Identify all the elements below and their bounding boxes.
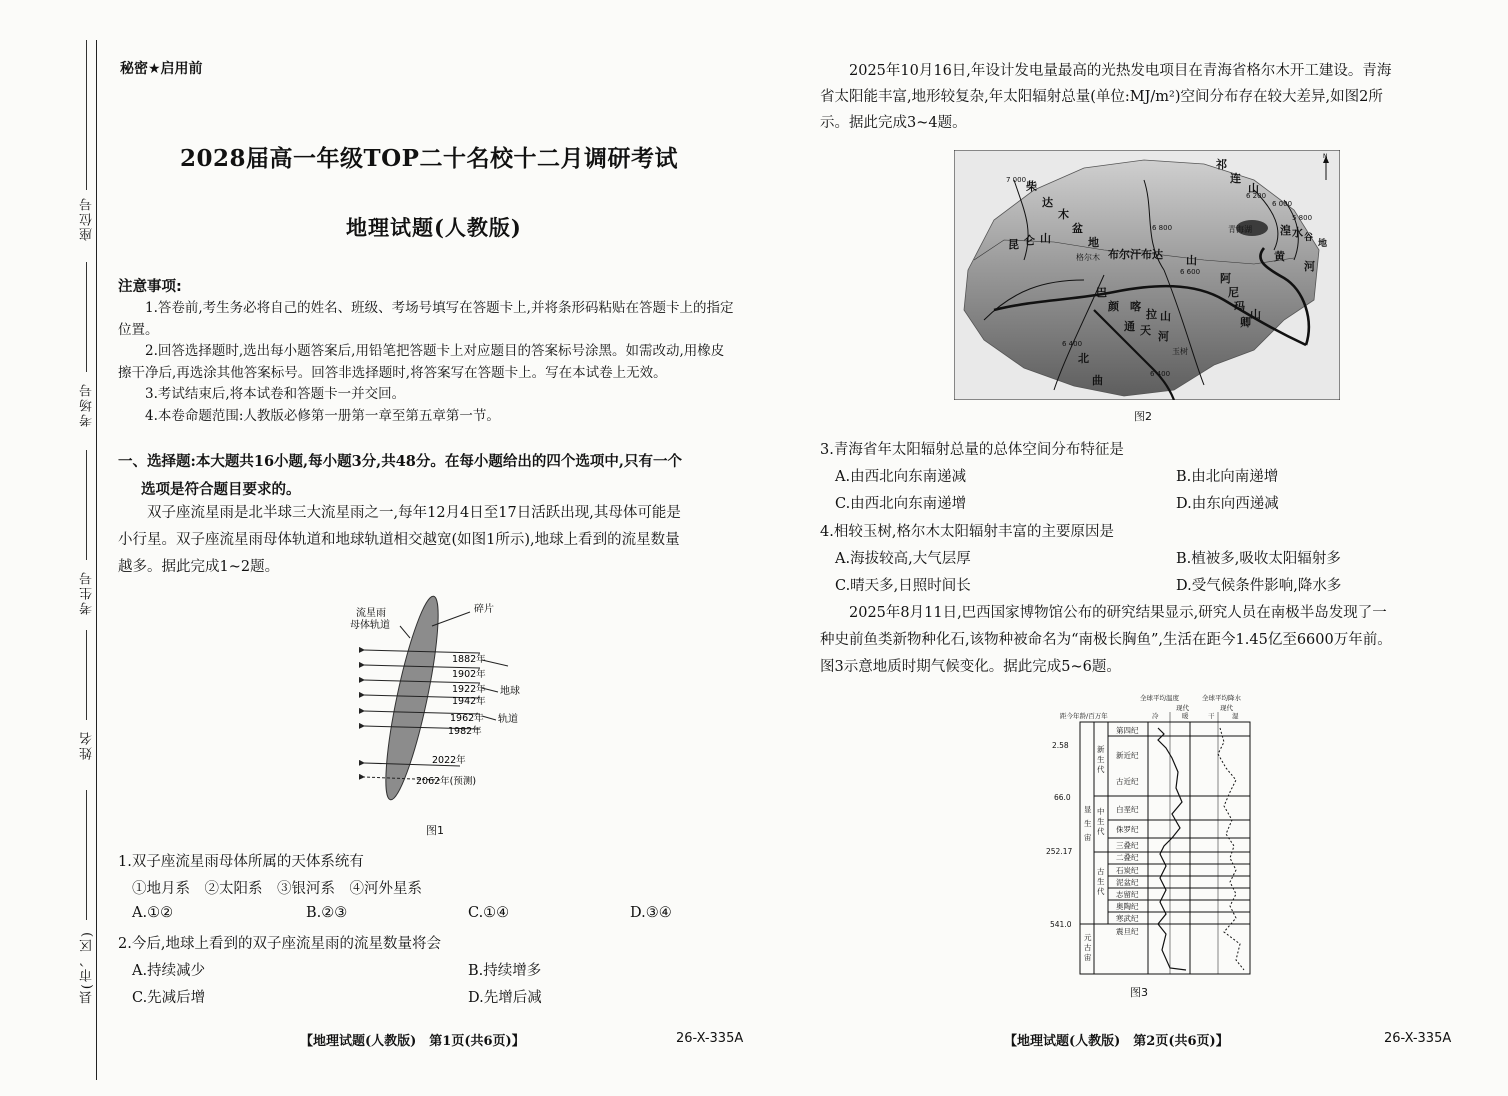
map-label-golmud: 格尔木 — [1076, 253, 1100, 262]
figure-1-meteor-orbit — [340, 588, 540, 828]
question-1-stem: 1.双子座流星雨母体所属的天体系统有 — [118, 854, 364, 870]
period-label: 白垩纪 — [1116, 805, 1139, 814]
seat-number-rule — [86, 40, 87, 190]
year-label: 1882年 — [452, 654, 486, 665]
map-label: 地 — [1088, 236, 1099, 249]
question-3-stem: 3.青海省年太阳辐射总量的总体空间分布特征是 — [820, 442, 1124, 458]
map-label: 黄 — [1274, 250, 1285, 263]
age-label: 2.58 — [1052, 741, 1069, 750]
orbit-label-1: 流星雨 — [356, 608, 386, 619]
eon-label: 显 — [1084, 805, 1092, 814]
q1-option-c[interactable]: C.①④ — [468, 905, 510, 921]
q4-option-d[interactable]: D.受气候条件影响,降水多 — [1176, 578, 1342, 594]
eon-label: 宙 — [1084, 833, 1092, 842]
period-label: 新近纪 — [1116, 751, 1139, 760]
map-label: 地 — [1318, 239, 1328, 249]
map-label: 天 — [1140, 324, 1151, 337]
isoline-label: 7 000 — [1006, 176, 1027, 184]
year-label: 1902年 — [452, 669, 486, 680]
passage-3: 2025年8月11日,巴西国家博物馆公布的研究结果显示,研究人员在南极半岛发现了一 种史前鱼类新物种化石,该物种被命名为“南极长胸鱼”,生活在距今1.45亿至6600万年前。 图3示意地质时期气候变化。据此完成5~6题。 — [820, 605, 1392, 675]
era-label: 中 — [1097, 807, 1105, 816]
section1-heading: 一、选择题:本大题共16小题,每小题3分,共48分。在每小题给出的四个选项中,只有一个 选项是符合题目要求的。 — [118, 453, 682, 498]
figure-2-qinghai-map — [954, 150, 1340, 400]
q2-option-c[interactable]: C.先减后增 — [132, 990, 206, 1006]
figure-1-caption: 图1 — [426, 824, 444, 837]
map-label: 水 — [1292, 226, 1303, 239]
isoline-label: 6 400 — [1062, 340, 1083, 348]
map-label: 阿 — [1220, 272, 1231, 285]
period-label: 第四纪 — [1116, 726, 1139, 735]
map-label: 连 — [1230, 172, 1241, 185]
era-label: 新 — [1097, 745, 1105, 754]
period-label: 三叠纪 — [1116, 841, 1139, 850]
isoline-label: 6 800 — [1152, 224, 1173, 232]
map-label-yushu: 玉树 — [1172, 347, 1188, 356]
name-label: 姓名 — [80, 730, 95, 760]
map-label: 昆 — [1008, 238, 1019, 251]
footer-right-code: 26-X-335A — [1384, 1031, 1452, 1046]
map-label: 盆 — [1072, 222, 1083, 235]
isoline-label: 6 000 — [1272, 200, 1293, 208]
eon-label: 生 — [1084, 819, 1092, 828]
year-label: 2022年 — [432, 755, 466, 766]
map-label: 山 — [1040, 232, 1051, 245]
modern-label-precip: 现代 — [1220, 704, 1233, 712]
map-label: 达 — [1042, 196, 1053, 209]
era-label: 代 — [1097, 887, 1105, 896]
question-1-choices: ①地月系 ②太阳系 ③银河系 ④河外星系 — [132, 881, 422, 897]
map-label: 山 — [1160, 310, 1171, 323]
county-label: 县(市、区) — [80, 930, 95, 1005]
era-label: 代 — [1097, 827, 1105, 836]
question-2-stem: 2.今后,地球上看到的双子座流星雨的流星数量将会 — [118, 936, 441, 952]
map-label: 柴 — [1026, 180, 1037, 193]
q3-option-a[interactable]: A.由西北向东南递减 — [835, 469, 967, 485]
earth-label-1: 地球 — [500, 686, 520, 697]
map-label: 颜 — [1108, 300, 1119, 313]
era-label: 代 — [1097, 765, 1105, 774]
map-label: 湟 — [1280, 224, 1291, 237]
temp-header: 全球平均温度 — [1140, 694, 1179, 702]
period-label: 奥陶纪 — [1116, 902, 1139, 911]
map-label: 尼 — [1228, 286, 1239, 299]
q3-option-d[interactable]: D.由东向西递减 — [1176, 496, 1279, 512]
dry-label: 干 — [1208, 712, 1215, 720]
eon-label: 宙 — [1084, 953, 1092, 962]
orbit-label-2: 母体轨道 — [350, 620, 390, 631]
debris-label: 碎片 — [474, 604, 494, 615]
exam-title: 2028届高一年级TOP二十名校十二月调研考试 — [180, 145, 678, 172]
isoline-label: 5 800 — [1292, 214, 1313, 222]
name-rule — [86, 630, 87, 720]
period-label: 泥盆纪 — [1116, 878, 1139, 887]
period-label: 石炭纪 — [1116, 866, 1139, 875]
map-label-qinghai-lake: 青海湖 — [1228, 225, 1252, 234]
map-label: 巴 — [1096, 286, 1107, 299]
isoline-label: 6 200 — [1246, 192, 1267, 200]
subject-title: 地理试题(人教版) — [346, 215, 522, 240]
era-label: 古 — [1097, 867, 1105, 876]
map-label: 祁 — [1216, 158, 1227, 171]
map-label: 山 — [1248, 182, 1259, 195]
q2-option-b[interactable]: B.持续增多 — [468, 963, 542, 979]
notice-heading: 注意事项: — [118, 279, 182, 295]
map-label: 仑 — [1024, 234, 1035, 247]
map-label: 喀 — [1130, 300, 1141, 313]
period-label: 侏罗纪 — [1116, 825, 1139, 834]
county-rule — [86, 790, 87, 920]
map-label: 卿 — [1240, 316, 1251, 329]
period-label: 震旦纪 — [1116, 927, 1139, 936]
map-label: 河 — [1158, 330, 1169, 343]
year-label: 1962年 — [450, 713, 484, 724]
period-label: 古近纪 — [1116, 777, 1139, 786]
map-label: 布尔汗布达 — [1108, 248, 1163, 261]
q3-option-b[interactable]: B.由北向南递增 — [1176, 469, 1279, 485]
footer-right-title: 【地理试题(人教版) 第2页(共6页)】 — [1004, 1034, 1229, 1049]
period-label: 志留纪 — [1116, 890, 1139, 899]
eon-label: 元 — [1084, 933, 1092, 942]
cold-label: 冷 — [1152, 712, 1159, 720]
eon-label: 古 — [1084, 943, 1092, 952]
q1-option-b[interactable]: B.②③ — [306, 905, 348, 921]
precip-header: 全球平均降水 — [1202, 694, 1241, 702]
q4-option-b[interactable]: B.植被多,吸收太阳辐射多 — [1176, 551, 1341, 567]
svg-text:N: N — [1323, 153, 1328, 160]
age-label: 66.0 — [1054, 793, 1071, 802]
map-label: 谷 — [1304, 233, 1314, 243]
year-label: 1942年 — [452, 696, 486, 707]
map-label: 木 — [1058, 208, 1069, 221]
q4-option-a[interactable]: A.海拔较高,大气层厚 — [835, 551, 971, 567]
map-label: 山 — [1186, 254, 1197, 267]
candidate-number-rule — [86, 450, 87, 560]
notice-item: 2.回答选择题时,选出每小题答案后,用铅笔把答题卡上对应题目的答案标号涂黑。如需改动,用橡皮 — [145, 343, 725, 359]
q2-option-a[interactable]: A.持续减少 — [132, 963, 206, 979]
exam-room-rule — [86, 262, 87, 372]
q2-option-d[interactable]: D.先增后减 — [468, 990, 542, 1006]
earth-label-2: 轨道 — [498, 714, 518, 725]
q1-option-d[interactable]: D.③④ — [630, 905, 672, 921]
map-label: 拉 — [1146, 308, 1157, 321]
notice-item: 1.答卷前,考生务必将自己的姓名、班级、考场号填写在答题卡上,并将条形码粘贴在答题卡上的指定 — [145, 300, 734, 316]
age-label: 541.0 — [1050, 920, 1072, 929]
temperature-curve — [1158, 728, 1186, 970]
year-label: 2062年(预测) — [416, 776, 477, 787]
precipitation-curve — [1218, 728, 1244, 970]
q1-option-a[interactable]: A.①② — [132, 905, 174, 921]
warm-label: 暖 — [1182, 712, 1189, 720]
age-label: 252.17 — [1046, 847, 1073, 856]
map-label: 通 — [1124, 320, 1135, 333]
candidate-number-label: 考生号 — [80, 570, 95, 615]
secret-label: 秘密★启用前 — [120, 61, 203, 77]
map-label: 北 — [1078, 352, 1089, 365]
passage-1: 双子座流星雨是北半球三大流星雨之一,每年12月4日至17日活跃出现,其母体可能是 小行星。双子座流星雨母体轨道和地球轨道相交越宽(如图1所示),地球上看到的流星数量 越多。据此完成1~2题。 — [118, 505, 681, 575]
figure-2-caption: 图2 — [1134, 410, 1152, 423]
notice-item: 3.考试结束后,将本试卷和答题卡一并交回。 — [145, 386, 406, 402]
map-label: 山 — [1250, 308, 1261, 321]
figure-3-caption: 图3 — [1130, 986, 1148, 999]
seat-number-label: 座位号 — [80, 196, 95, 241]
year-label: 1922年 — [452, 684, 486, 695]
era-label: 生 — [1097, 755, 1105, 764]
modern-label-temp: 现代 — [1176, 704, 1189, 712]
question-4-stem: 4.相较玉树,格尔木太阳辐射丰富的主要原因是 — [820, 524, 1114, 540]
isoline-label: 6 400 — [1150, 370, 1171, 378]
q4-option-c[interactable]: C.晴天多,日照时间长 — [835, 578, 971, 594]
map-label: 曲 — [1092, 374, 1103, 387]
notice-item: 擦干净后,再选涂其他答案标号。回答非选择题时,将答案写在答题卡上。写在本试卷上无效。 — [118, 364, 667, 381]
notice-item: 4.本卷命题范围:人教版必修第一册第一章至第五章第一节。 — [145, 407, 500, 424]
wet-label: 湿 — [1232, 712, 1239, 720]
notice-block — [118, 276, 768, 427]
figure-3-geologic-climate-chart — [1040, 688, 1290, 978]
q3-option-c[interactable]: C.由西北向东南递增 — [835, 496, 967, 512]
map-label: 河 — [1304, 260, 1315, 273]
notice-item: 位置。 — [118, 321, 159, 338]
exam-room-label: 考场号 — [80, 382, 95, 427]
map-label: 玛 — [1234, 300, 1245, 313]
isoline-label: 6 600 — [1180, 268, 1201, 276]
period-label: 二叠纪 — [1116, 853, 1139, 862]
era-label: 生 — [1097, 877, 1105, 886]
footer-left-code: 26-X-335A — [676, 1031, 744, 1046]
footer-left-title: 【地理试题(人教版) 第1页(共6页)】 — [300, 1034, 525, 1049]
passage-2: 2025年10月16日,年设计发电量最高的光热发电项目在青海省格尔木开工建设。青海 省太阳能丰富,地形较复杂,年太阳辐射总量(单位:MJ/m²)空间分布存在较大差异,如图2所 示。据此完成3~4题。 — [820, 63, 1392, 131]
era-label: 生 — [1097, 817, 1105, 826]
age-axis-label: 距今年龄/百万年 — [1060, 712, 1108, 720]
period-label: 寒武纪 — [1116, 914, 1139, 923]
year-label: 1982年 — [448, 726, 482, 737]
